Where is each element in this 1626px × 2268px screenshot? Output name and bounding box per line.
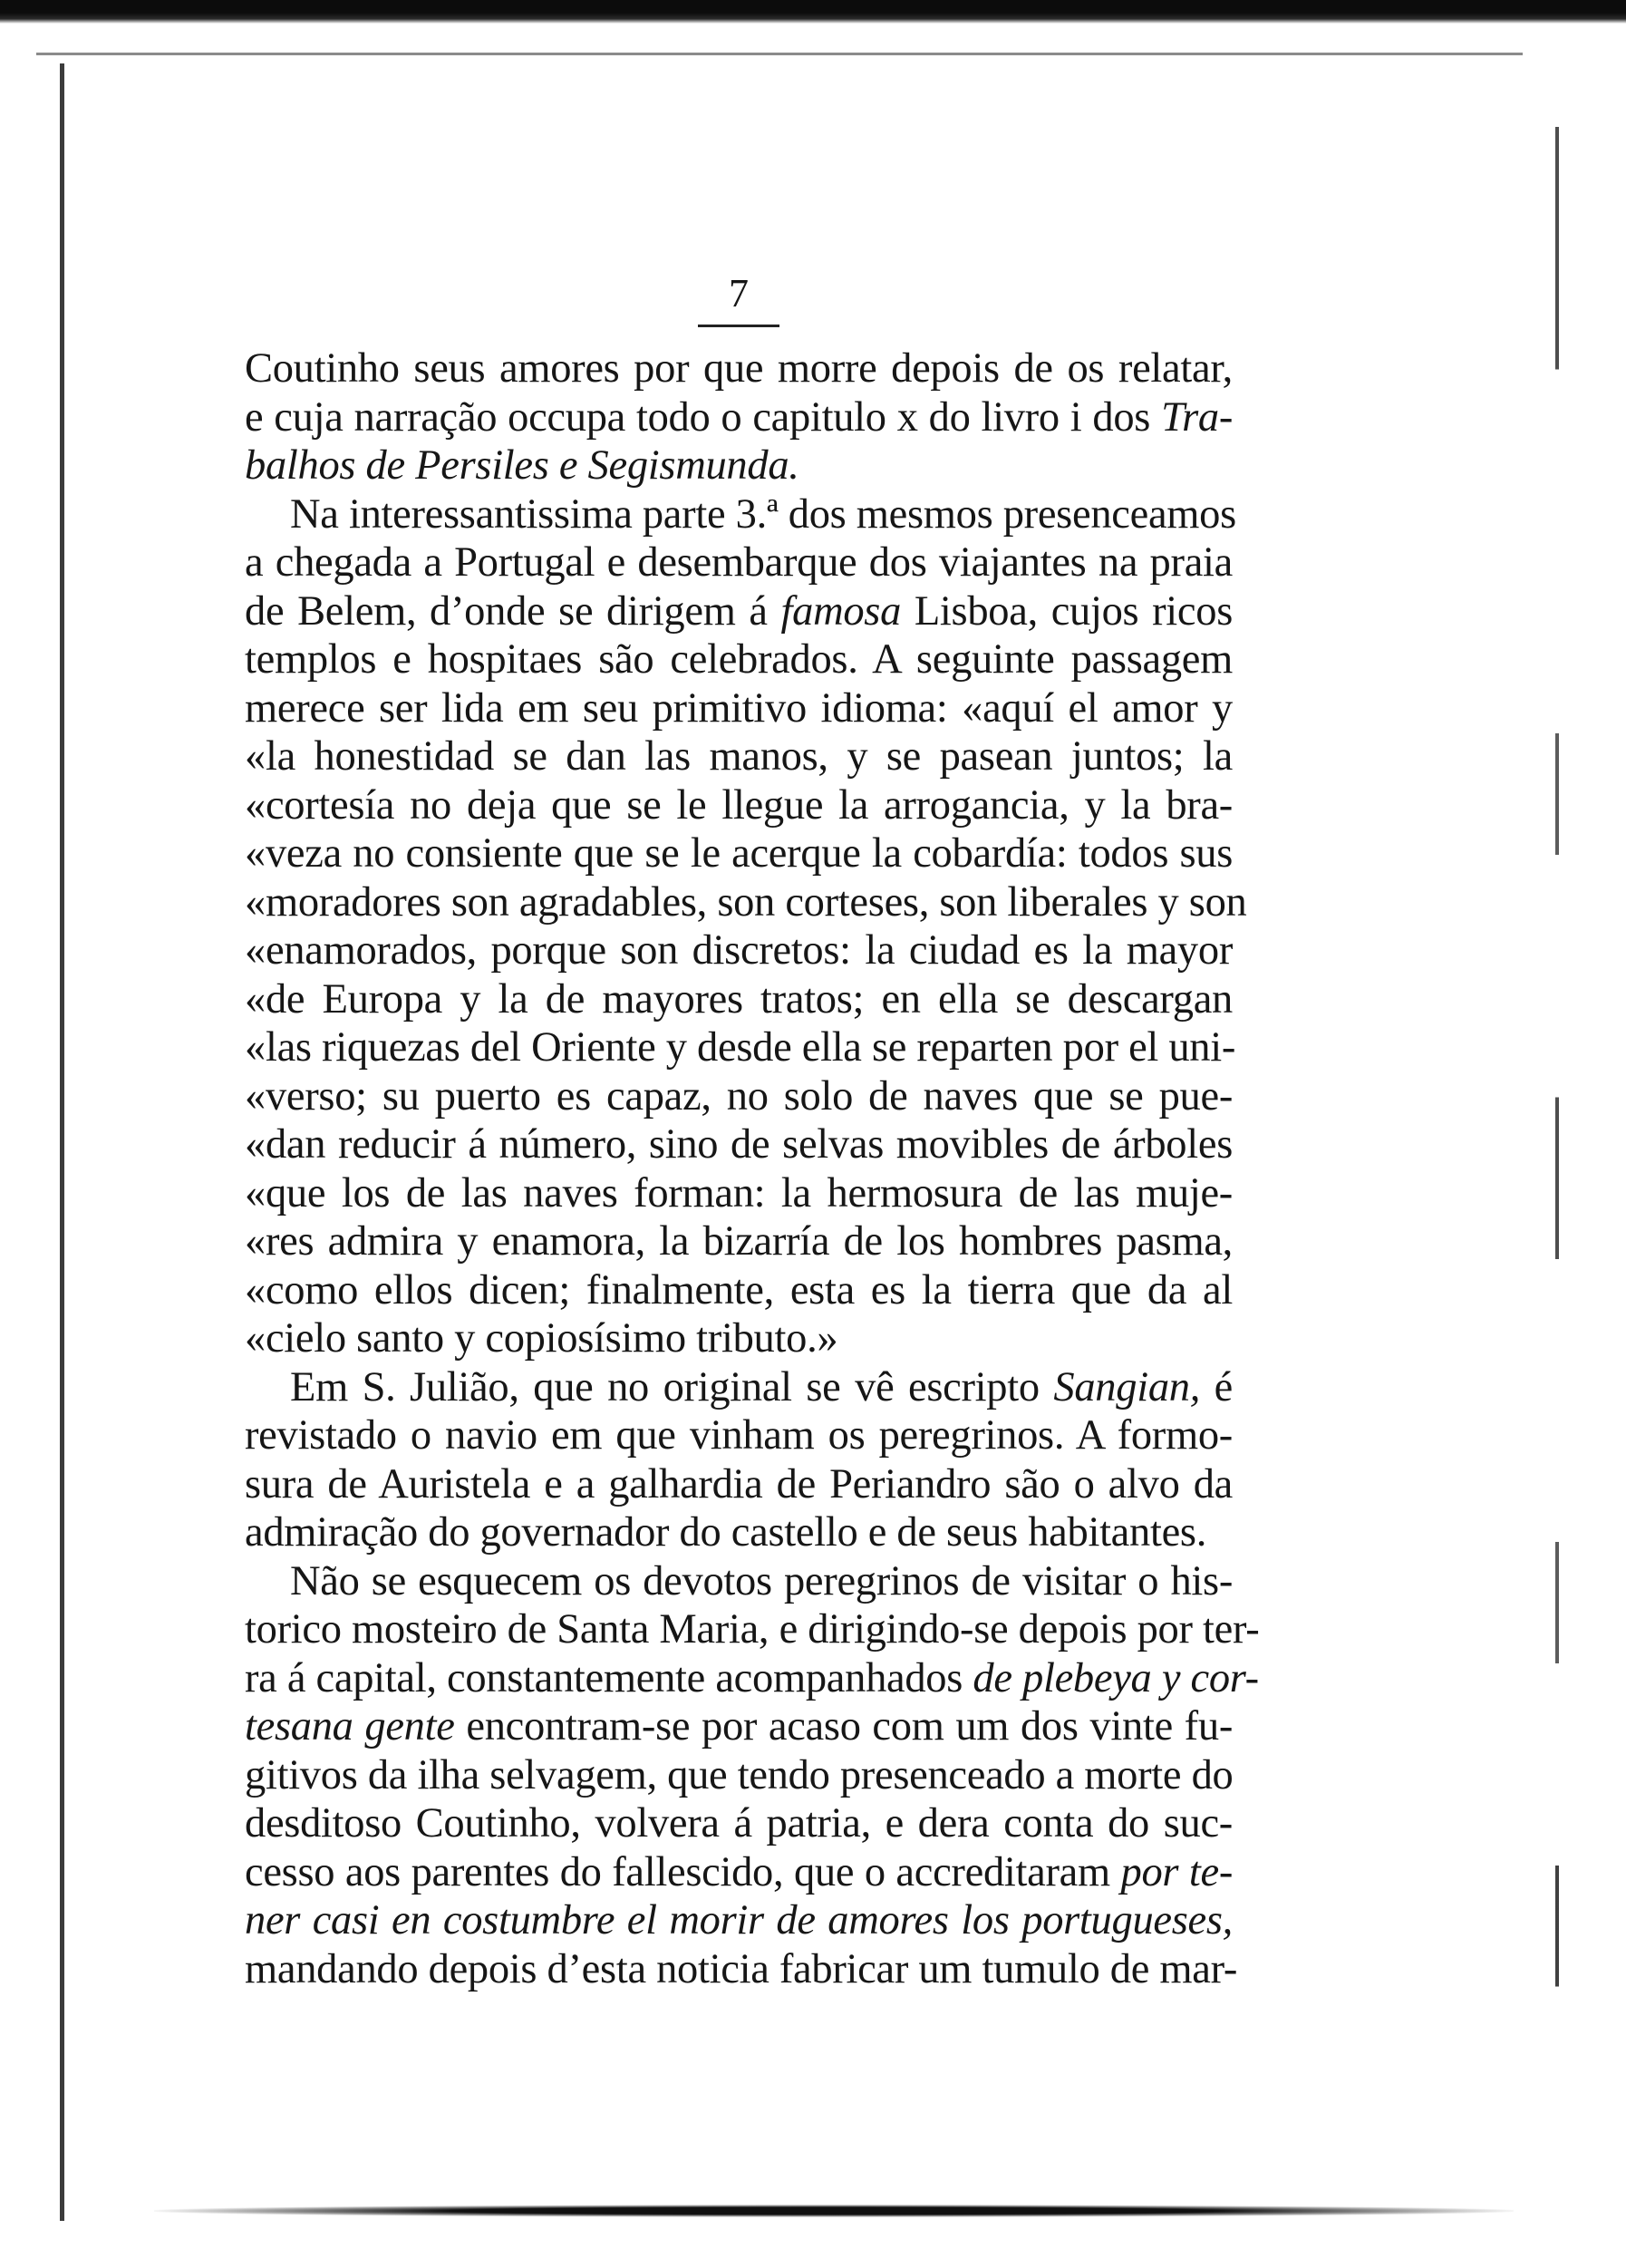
text-line	[245, 1314, 1233, 1363]
text-line	[245, 1217, 1233, 1266]
scan-left-edge	[60, 63, 64, 2221]
text-line	[245, 1411, 1233, 1460]
scan-top-edge	[0, 0, 1626, 24]
text-run: admiração do governador do castello e de seus habitantes.	[245, 1509, 1207, 1556]
text-run: é	[1214, 1363, 1234, 1410]
text-run: ra á capital, constantemente acompanhados	[245, 1654, 963, 1701]
text-run: «las riquezas del Oriente y desde ella se reparten por el uni-	[245, 1024, 1236, 1071]
italic-run: Sangian,	[1053, 1363, 1201, 1410]
italic-run: Tra-	[1161, 393, 1234, 441]
text-line	[245, 490, 1236, 539]
text-line	[245, 926, 1233, 975]
italic-run: de plebeya y cor-	[973, 1654, 1259, 1701]
text-line	[245, 1169, 1233, 1218]
text-run: Coutinho seus amores por que morre depois de os relatar,	[245, 345, 1233, 392]
text-run: sura de Auristela e a galhardia de Periandro são o alvo da	[245, 1460, 1233, 1507]
text-line	[245, 1799, 1233, 1848]
text-run: gitivos da ilha selvagem, que tendo presenceado a morte do	[245, 1751, 1234, 1798]
text-line	[245, 1460, 1233, 1509]
text-run: encontram-se por acaso com um dos vinte fu-	[466, 1703, 1233, 1749]
text-run: Lisboa, cujos ricos	[914, 587, 1234, 635]
text-run: torico mosteiro de Santa Maria, e dirigindo-se depois por ter-	[245, 1606, 1260, 1653]
text-run: «de Europa y la de mayores tratos; en ella se descargan	[245, 975, 1233, 1023]
text-run: de Belem, d’onde se dirigem á	[245, 587, 768, 635]
text-line	[245, 1508, 1233, 1557]
text-run: «veza no consiente que se le acerque la cobardía: todos sus	[245, 830, 1233, 877]
scan-right-edge	[1555, 127, 1559, 2148]
text-run: «que los de las naves forman: la hermosura de las muje-	[245, 1169, 1233, 1216]
text-run: a chegada a Portugal e desembarque dos viajantes na praia	[245, 539, 1233, 586]
text-line	[245, 1848, 1233, 1897]
text-run: «dan reducir á número, sino de selvas movibles de árboles	[245, 1121, 1233, 1168]
italic-run: por te-	[1120, 1848, 1234, 1895]
text-run: «cielo santo y copiosísimo tributo.»	[245, 1315, 838, 1362]
scan-top-rule	[36, 53, 1523, 55]
scan-bottom-edge	[154, 2205, 1514, 2217]
text-run: e cuja narração occupa todo o capitulo x do livro i dos	[245, 393, 1151, 441]
text-line	[245, 1945, 1238, 1994]
text-line	[245, 878, 1247, 927]
text-line	[245, 1363, 1233, 1412]
text-run: «enamorados, porque son discretos: la ciudad es la mayor	[245, 927, 1233, 974]
body-text	[245, 344, 1260, 1993]
text-line	[245, 1557, 1233, 1606]
text-run: «la honestidad se dan las manos, y se pasean juntos; la	[245, 733, 1233, 780]
text-line	[245, 1023, 1236, 1072]
text-line	[245, 538, 1233, 587]
text-line	[245, 975, 1233, 1024]
text-line	[245, 732, 1233, 781]
italic-run: tesana gente	[245, 1703, 455, 1749]
text-run: desditoso Coutinho, volvera á patria, e dera conta do suc-	[245, 1800, 1233, 1846]
text-line	[245, 1072, 1233, 1121]
text-line	[245, 1654, 1259, 1703]
text-run: Não se esquecem os devotos peregrinos de visitar o his-	[290, 1557, 1233, 1604]
text-run: templos e hospitaes são celebrados. A seguinte passagem	[245, 636, 1233, 683]
text-line	[245, 1605, 1260, 1654]
text-run: «res admira y enamora, la bizarría de los hombres pasma,	[245, 1218, 1233, 1265]
italic-run: ner casi en costumbre el morir de amores los portugueses,	[245, 1897, 1233, 1943]
text-line	[245, 829, 1233, 878]
text-line	[245, 1702, 1233, 1751]
text-line	[245, 441, 1233, 490]
text-line	[245, 781, 1233, 830]
text-run: merece ser lida em seu primitivo idioma: «aquí el amor y	[245, 684, 1233, 732]
text-line	[245, 587, 1233, 636]
text-run: mandando depois d’esta noticia fabricar um tumulo de mar-	[245, 1945, 1238, 1992]
text-line	[245, 1896, 1233, 1945]
text-run: Em S. Julião, que no original se vê escripto	[290, 1363, 1040, 1410]
text-run: «como ellos dicen; finalmente, esta es la tierra que da al	[245, 1266, 1233, 1313]
text-run: «cortesía no deja que se le llegue la arrogancia, y la bra-	[245, 781, 1233, 829]
text-run: «verso; su puerto es capaz, no solo de naves que se pue-	[245, 1072, 1233, 1119]
page-number-rule	[698, 325, 779, 327]
text-line	[245, 344, 1233, 393]
text-line	[245, 635, 1233, 684]
text-line	[245, 1751, 1233, 1800]
text-line	[245, 684, 1233, 733]
text-line	[245, 1120, 1233, 1169]
page-number: 7	[729, 271, 749, 315]
text-run: «moradores son agradables, son corteses, son liberales y son	[245, 878, 1247, 926]
text-line	[245, 393, 1233, 442]
text-run: Na interessantissima parte 3.ª dos mesmos presenceamos	[290, 490, 1236, 538]
italic-run: balhos de Persiles e Segismunda.	[245, 442, 799, 489]
italic-run: famosa	[780, 587, 902, 635]
text-run: cesso aos parentes do fallescido, que o accreditaram	[245, 1848, 1110, 1895]
text-run: revistado o navio em que vinham os peregrinos. A formo-	[245, 1412, 1233, 1459]
text-line	[245, 1266, 1233, 1315]
